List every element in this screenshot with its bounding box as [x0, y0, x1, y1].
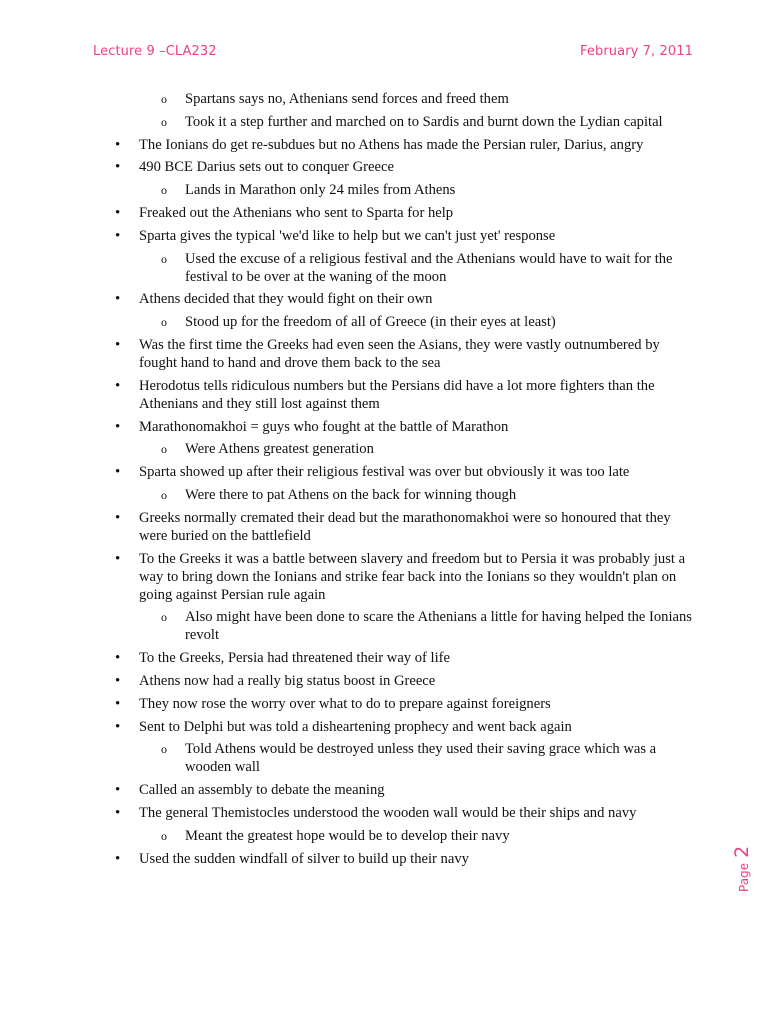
bullet-item [0, 718, 699, 736]
bullet-circle-icon: o [161, 828, 167, 843]
bullet-text: Athens decided that they would fight on their own [139, 291, 433, 308]
bullet-item [0, 695, 699, 713]
bullet-text: Was the first time the Greeks had even seen the Asians, they were vastly outnumbered by fought hand to hand and drove them back to the sea [139, 336, 660, 371]
sub-bullet-item [0, 313, 699, 331]
bullet-item [0, 804, 699, 822]
sub-bullet-item [0, 740, 699, 776]
header-date: February 7, 2011 [580, 44, 693, 59]
bullet-circle-icon: o [161, 251, 167, 266]
bullet-text: Lands in Marathon only 24 miles from Athens [185, 182, 456, 199]
bullet-text: Marathonomakhoi = guys who fought at the battle of Marathon [139, 418, 509, 435]
bullet-dot-icon: • [115, 227, 121, 244]
sub-bullet-item [0, 181, 699, 199]
bullet-text: To the Greeks, Persia had threatened their way of life [139, 650, 451, 667]
bullet-dot-icon: • [115, 204, 121, 221]
bullet-item [0, 336, 699, 372]
bullet-dot-icon: • [115, 804, 121, 821]
lecture-notes-list [0, 90, 784, 872]
page-label: Page [737, 862, 751, 892]
bullet-text: Herodotus tells ridiculous numbers but the Persians did have a lot more fighters than the Athenians and they still lost against them [139, 377, 655, 412]
bullet-item [0, 158, 699, 176]
bullet-circle-icon: o [161, 92, 167, 106]
bullet-dot-icon: • [115, 550, 121, 567]
bullet-item [0, 649, 699, 667]
bullet-text: Stood up for the freedom of all of Greece (in their eyes at least) [185, 314, 556, 331]
bullet-text: Freaked out the Athenians who sent to Sparta for help [139, 204, 454, 221]
bullet-item [0, 781, 699, 799]
bullet-circle-icon: o [161, 315, 167, 330]
bullet-dot-icon: • [115, 464, 121, 481]
sub-bullet-item [0, 608, 699, 644]
bullet-dot-icon: • [115, 695, 121, 712]
sub-bullet-item [0, 113, 699, 131]
sub-bullet-item [0, 90, 699, 108]
bullet-text: The Ionians do get re-subdues but no Athens has made the Persian ruler, Darius, angry [139, 136, 644, 153]
bullet-dot-icon: • [115, 377, 121, 394]
bullet-circle-icon: o [161, 183, 167, 198]
bullet-item [0, 290, 699, 308]
page-number: 2 [731, 845, 753, 858]
bullet-text: Called an assembly to debate the meaning [139, 782, 385, 799]
bullet-text: Sparta gives the typical 'we'd like to help but we can't just yet' response [139, 227, 556, 244]
bullet-text: Used the sudden windfall of silver to build up their navy [139, 850, 469, 867]
sub-bullet-item [0, 827, 699, 845]
bullet-text: Spartans says no, Athenians send forces and freed them [185, 91, 509, 107]
bullet-circle-icon: o [161, 487, 167, 502]
bullet-item [0, 850, 699, 868]
bullet-circle-icon: o [161, 442, 167, 457]
sub-bullet-item [0, 440, 699, 458]
bullet-item [0, 672, 699, 690]
bullet-dot-icon: • [115, 672, 121, 689]
bullet-dot-icon: • [115, 782, 121, 799]
bullet-item [0, 418, 699, 436]
header-course-title: Lecture 9 –CLA232 [93, 44, 217, 59]
bullet-item [0, 509, 699, 545]
bullet-item [0, 136, 699, 154]
bullet-dot-icon: • [115, 718, 121, 735]
bullet-dot-icon: • [115, 136, 121, 153]
bullet-text: Were Athens greatest generation [185, 441, 374, 458]
bullet-text: Used the excuse of a religious festival and the Athenians would have to wait for the festival to be over at the waning of the moon [185, 250, 673, 285]
bullet-text: Meant the greatest hope would be to develop their navy [185, 827, 510, 844]
bullet-text: Sparta showed up after their religious festival was over but obviously it was too late [139, 464, 630, 481]
bullet-dot-icon: • [115, 509, 121, 526]
bullet-text: Told Athens would be destroyed unless they used their saving grace which was a wooden wall [185, 741, 657, 776]
bullet-dot-icon: • [115, 418, 121, 435]
bullet-text: Took it a step further and marched on to Sardis and burnt down the Lydian capital [185, 113, 663, 130]
bullet-dot-icon: • [115, 650, 121, 667]
bullet-text: To the Greeks it was a battle between slavery and freedom but to Persia it was probably just a way to bring down the Ionians and strike fear back into the Ionians so they wouldn't plan on going against Persian rule again [139, 550, 686, 603]
bullet-text: Greeks normally cremated their dead but the marathonomakhoi were so honoured that they were buried on the battlefield [139, 509, 671, 544]
bullet-text: Were there to pat Athens on the back for winning though [185, 486, 517, 503]
sub-bullet-item [0, 486, 699, 504]
bullet-dot-icon: • [115, 291, 121, 308]
bullet-text: 490 BCE Darius sets out to conquer Greece [139, 159, 394, 176]
sub-bullet-item [0, 250, 699, 286]
bullet-text: They now rose the worry over what to do to prepare against foreigners [139, 695, 551, 712]
bullet-item [0, 227, 699, 245]
bullet-text: Sent to Delphi but was told a disheartening prophecy and went back again [139, 718, 572, 735]
page-number-footer [731, 845, 761, 922]
bullet-circle-icon: o [161, 742, 167, 757]
bullet-item [0, 463, 699, 481]
bullet-dot-icon: • [115, 336, 121, 353]
bullet-item [0, 550, 699, 604]
bullet-text: Also might have been done to scare the Athenians a little for having helped the Ionians revolt [185, 609, 692, 644]
bullet-dot-icon: • [115, 159, 121, 176]
bullet-circle-icon: o [161, 114, 167, 129]
bullet-dot-icon: • [115, 850, 121, 867]
bullet-text: The general Themistocles understood the wooden wall would be their ships and navy [139, 804, 637, 821]
bullet-circle-icon: o [161, 610, 167, 625]
bullet-item [0, 204, 699, 222]
bullet-text: Athens now had a really big status boost in Greece [139, 672, 436, 689]
bullet-item [0, 377, 699, 413]
